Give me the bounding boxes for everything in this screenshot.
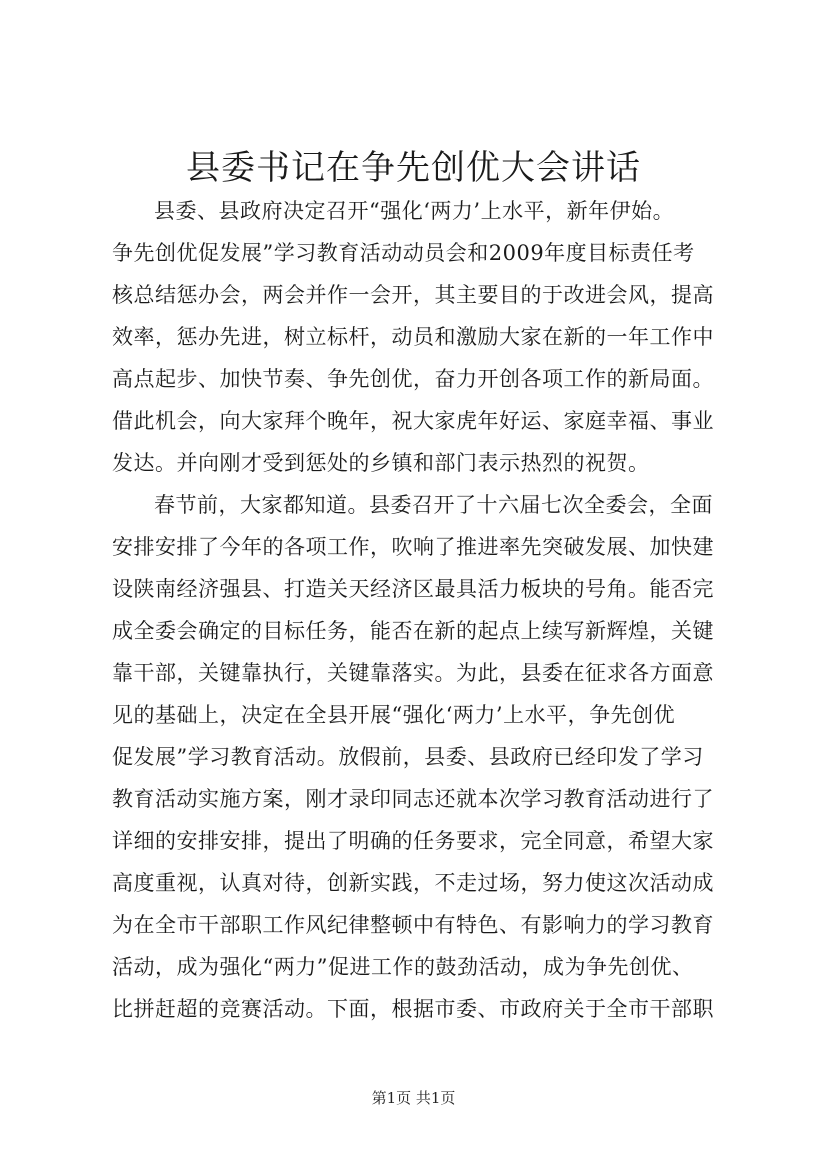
paragraph-line: 活动，成为强化“两力”促进工作的鼓劲活动，成为争先创优、 xyxy=(112,955,694,979)
paragraph-line: 促发展”学习教育活动。放假前，县委、县政府已经印发了学习 xyxy=(112,745,704,769)
paragraph-line: 成全委会确定的目标任务，能否在新的起点上续写新辉煌，关键 xyxy=(112,619,714,643)
page-footer: 第1页 共1页 xyxy=(371,1089,456,1107)
paragraph-line: 争先创优促发展”学习教育活动动员会和2009年度目标责任考 xyxy=(112,241,695,265)
paragraph-line: 设陕南经济强县、打造关天经济区最具活力板块的号角。能否完 xyxy=(112,577,714,601)
paragraph-line: 效率，惩办先进，树立标杆，动员和激励大家在新的一年工作中 xyxy=(112,325,714,349)
paragraph-line: 高度重视，认真对待，创新实践，不走过场，努力使这次活动成 xyxy=(112,871,714,895)
paragraph-line: 核总结惩办会，两会并作一会开，其主要目的于改进会风，提高 xyxy=(112,283,714,307)
paragraph-line: 春节前，大家都知道。县委召开了十六届七次全委会，全面 xyxy=(154,493,713,517)
paragraph-line: 详细的安排安排，提出了明确的任务要求，完全同意，希望大家 xyxy=(112,829,714,853)
paragraph-line: 见的基础上，决定在全县开展“强化‘两力’上水平，争先创优 xyxy=(112,703,676,727)
paragraph-line: 安排安排了今年的各项工作，吹响了推进率先突破发展、加快建 xyxy=(112,535,714,559)
paragraph-line: 发达。并向刚才受到惩处的乡镇和部门表示热烈的祝贺。 xyxy=(112,451,650,475)
paragraph-line: 比拼赶超的竞赛活动。下面，根据市委、市政府关于全市干部职 xyxy=(112,997,714,1021)
paragraph-line: 为在全市干部职工作风纪律整顿中有特色、有影响力的学习教育 xyxy=(112,913,714,937)
paragraph-line: 靠干部，关键靠执行，关键靠落实。为此，县委在征求各方面意 xyxy=(112,661,714,685)
paragraph-line: 借此机会，向大家拜个晚年，祝大家虎年好运、家庭幸福、事业 xyxy=(112,409,714,433)
document-body xyxy=(112,190,732,1030)
paragraph-line: 高点起步、加快节奏、争先创优，奋力开创各项工作的新局面。 xyxy=(112,367,714,391)
paragraph-line: 县委、县政府决定召开“强化‘两力’上水平，新年伊始。 xyxy=(154,199,675,223)
document-title: 县委书记在争先创优大会讲话 xyxy=(186,148,641,188)
paragraph-line: 教育活动实施方案，刚才录印同志还就本次学习教育活动进行了 xyxy=(112,787,714,811)
